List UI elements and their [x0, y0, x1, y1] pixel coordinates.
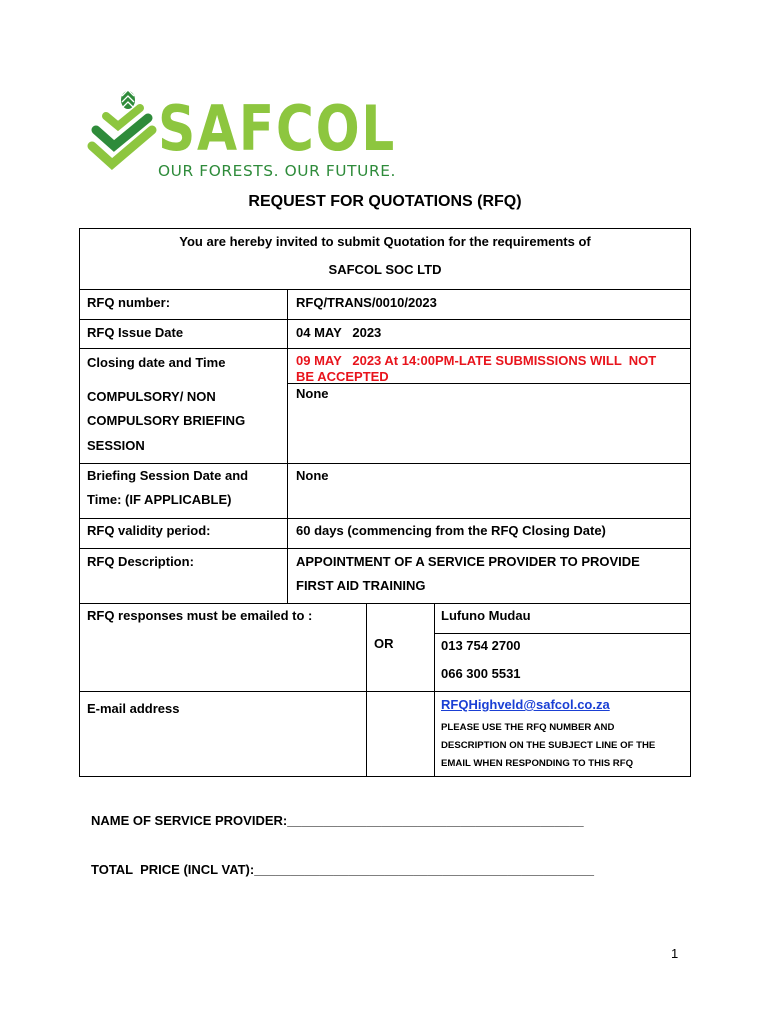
briefing-label-line-2: COMPULSORY BRIEFING	[87, 413, 246, 428]
issue-date-label: RFQ Issue Date	[87, 325, 184, 340]
contact-phone-2: 066 300 5531	[441, 666, 521, 681]
responses-label: RFQ responses must be emailed to :	[87, 608, 313, 623]
logo-wordmark: SAFCOL	[158, 92, 396, 165]
description-value-line-1: APPOINTMENT OF A SERVICE PROVIDER TO PROVIDE	[296, 554, 640, 569]
email-label: E-mail address	[87, 701, 180, 716]
description-label: RFQ Description:	[87, 554, 194, 569]
pine-cone-icon	[121, 90, 135, 109]
email-note-line-3: EMAIL WHEN RESPONDING TO THIS RFQ	[441, 758, 634, 769]
closing-date-value-line-2: BE ACCEPTED	[296, 369, 389, 384]
chevron-mark-icon	[92, 108, 152, 164]
page-title: REQUEST FOR QUOTATIONS (RFQ)	[248, 193, 522, 210]
briefing-value: None	[296, 386, 329, 401]
issue-date-value: 04 MAY 2023	[296, 325, 382, 340]
closing-date-label: Closing date and Time	[87, 355, 226, 370]
service-provider-field: NAME OF SERVICE PROVIDER:_________________________________________	[91, 813, 584, 828]
email-link[interactable]: RFQHighveld@safcol.co.za	[441, 697, 610, 712]
briefing-date-label-line-1: Briefing Session Date and	[87, 468, 249, 483]
email-note-line-2: DESCRIPTION ON THE SUBJECT LINE OF THE	[441, 740, 656, 751]
briefing-date-label-line-2: Time: (IF APPLICABLE)	[87, 492, 232, 507]
briefing-label-line-3: SESSION	[87, 438, 145, 453]
closing-date-value-line-1: 09 MAY 2023 At 14:00PM-LATE SUBMISSIONS WILL NOT	[296, 353, 657, 368]
contact-name: Lufuno Mudau	[441, 608, 531, 623]
page-number: 1	[671, 946, 679, 961]
description-value-line-2: FIRST AID TRAINING	[296, 578, 426, 593]
validity-label: RFQ validity period:	[87, 523, 211, 538]
logo-tagline: OUR FORESTS. OUR FUTURE.	[158, 162, 396, 180]
rfq-number-value: RFQ/TRANS/0010/2023	[296, 295, 437, 310]
briefing-date-value: None	[296, 468, 329, 483]
validity-value: 60 days (commencing from the RFQ Closing Date)	[296, 523, 606, 538]
invite-line-1: You are hereby invited to submit Quotation for the requirements of	[179, 234, 591, 249]
briefing-label-line-1: COMPULSORY/ NON	[87, 389, 216, 404]
or-label: OR	[374, 636, 394, 651]
contact-phone-1: 013 754 2700	[441, 638, 521, 653]
invite-line-2: SAFCOL SOC LTD	[328, 262, 442, 277]
email-note-line-1: PLEASE USE THE RFQ NUMBER AND	[441, 722, 615, 733]
safcol-logo	[88, 86, 408, 182]
rfq-number-label: RFQ number:	[87, 295, 171, 310]
total-price-field: TOTAL PRICE (INCL VAT):_______________________________________________	[91, 862, 595, 877]
